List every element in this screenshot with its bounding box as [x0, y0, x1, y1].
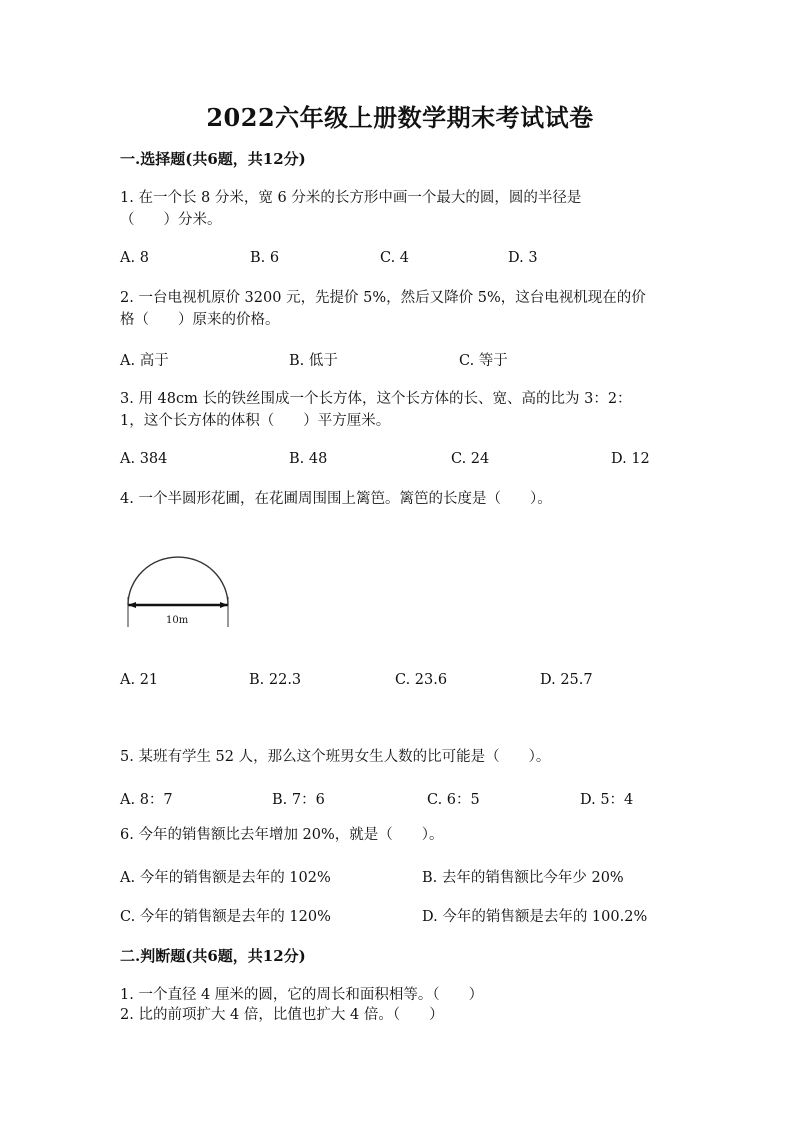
question-6-line-1: 6. 今年的销售额比去年增加 20%，就是（ ）。: [120, 827, 444, 843]
q5-option-d: D. 5：4: [580, 792, 634, 808]
judgement-1: 1. 一个直径 4 厘米的圆，它的周长和面积相等。（ ）: [120, 987, 484, 1003]
question-1-line-1: 1. 在一个长 8 分米，宽 6 分米的长方形中画一个最大的圆，圆的半径是: [120, 190, 582, 206]
question-4: [120, 488, 680, 510]
question-1: [120, 187, 680, 231]
section-heading-choice: 一.选择题(共6题，共12分): [120, 150, 306, 168]
page-title: 2022六年级上册数学期末考试试卷: [206, 103, 594, 132]
q1-option-b: B. 6: [250, 250, 280, 266]
question-3-line-1: 3. 用 48cm 长的铁丝围成一个长方体，这个长方体的长、宽、高的比为 3：2：: [120, 391, 632, 407]
q6-option-c: C. 今年的销售额是去年的 120%: [120, 909, 331, 925]
figure-label: 10m: [166, 615, 189, 626]
q3-option-d: D. 12: [611, 451, 650, 467]
arrow-left-icon: [128, 602, 136, 608]
q5-option-b: B. 7：6: [272, 792, 325, 808]
question-5: [120, 746, 680, 768]
q1-option-a: A. 8: [120, 250, 149, 266]
q2-option-c: C. 等于: [459, 353, 508, 369]
q3-option-c: C. 24: [451, 451, 490, 467]
question-1-line-2: （ ）分米。: [120, 212, 222, 228]
q3-option-a: A. 384: [120, 451, 168, 467]
section-heading-judgement: 二.判断题(共6题，共12分): [120, 947, 306, 965]
question-2-line-2: 格（ ）原来的价格。: [120, 312, 280, 328]
q6-option-d: D. 今年的销售额是去年的 100.2%: [422, 909, 648, 925]
question-2-line-1: 2. 一台电视机原价 3200 元，先提价 5%，然后又降价 5%，这台电视机现在的价: [120, 290, 646, 306]
question-5-line-1: 5. 某班有学生 52 人，那么这个班男女生人数的比可能是（ ）。: [120, 749, 551, 765]
semicircle-figure: [120, 545, 240, 630]
question-2: [120, 287, 680, 331]
q1-option-d: D. 3: [508, 250, 538, 266]
q4-option-c: C. 23.6: [395, 672, 448, 688]
semicircle-arc: [128, 557, 228, 605]
q2-option-b: B. 低于: [289, 353, 338, 369]
q5-option-a: A. 8：7: [120, 792, 173, 808]
q4-option-d: D. 25.7: [540, 672, 593, 688]
question-3-line-2: 1，这个长方体的体积（ ）平方厘米。: [120, 413, 391, 429]
q5-option-c: C. 6：5: [427, 792, 480, 808]
q6-option-a: A. 今年的销售额是去年的 102%: [120, 870, 331, 886]
arrow-right-icon: [220, 602, 228, 608]
q1-option-c: C. 4: [380, 250, 410, 266]
question-6: [120, 824, 680, 846]
question-4-line-1: 4. 一个半圆形花圃，在花圃周围围上篱笆。篱笆的长度是（ ）。: [120, 491, 552, 507]
q4-option-b: B. 22.3: [249, 672, 302, 688]
q4-option-a: A. 21: [120, 672, 159, 688]
q3-option-b: B. 48: [289, 451, 328, 467]
question-3: [120, 388, 680, 432]
q6-option-b: B. 去年的销售额比今年少 20%: [422, 870, 624, 886]
q2-option-a: A. 高于: [120, 353, 169, 369]
judgement-2: 2. 比的前项扩大 4 倍，比值也扩大 4 倍。（ ）: [120, 1007, 444, 1023]
